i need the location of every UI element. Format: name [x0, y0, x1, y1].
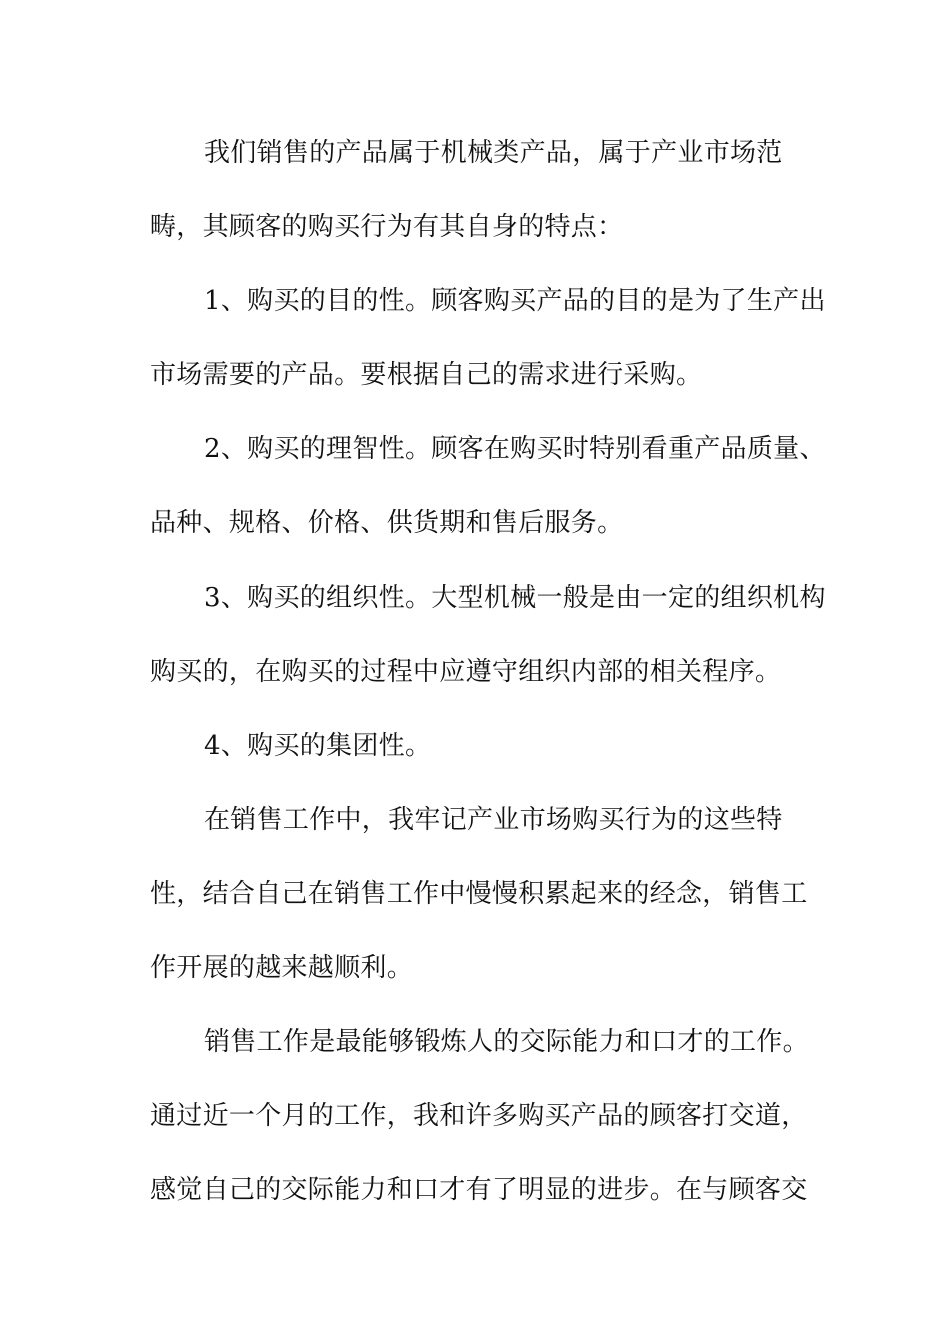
paragraph-line: 性，结合自己在销售工作中慢慢积累起来的经念，销售工	[150, 879, 808, 909]
paragraph-line: 销售工作是最能够锻炼人的交际能力和口才的工作。	[204, 1027, 809, 1057]
paragraph-line: 我们销售的产品属于机械类产品，属于产业市场范	[204, 138, 783, 168]
paragraph-line: 购买的，在购买的过程中应遵守组织内部的相关程序。	[150, 657, 782, 687]
paragraph-line: 在销售工作中，我牢记产业市场购买行为的这些特	[204, 805, 783, 835]
paragraph-line: 2、购买的理智性。顾客在购买时特别看重产品质量、	[204, 434, 826, 464]
paragraph-line: 品种、规格、价格、供货期和售后服务。	[150, 508, 624, 538]
paragraph-line: 3、购买的组织性。大型机械一般是由一定的组织机构	[204, 583, 826, 613]
paragraph-line: 作开展的越来越顺利。	[150, 953, 414, 983]
paragraph-line: 4、购买的集团性。	[204, 731, 432, 761]
paragraph-line: 感觉自己的交际能力和口才有了明显的进步。在与顾客交	[150, 1175, 808, 1205]
paragraph-line: 通过近一个月的工作，我和许多购买产品的顾客打交道，	[150, 1101, 808, 1131]
paragraph-line: 畴，其顾客的购买行为有其自身的特点：	[150, 212, 624, 242]
paragraph-line: 市场需要的产品。要根据自己的需求进行采购。	[150, 360, 703, 390]
paragraph-line: 1、购买的目的性。顾客购买产品的目的是为了生产出	[204, 286, 826, 316]
